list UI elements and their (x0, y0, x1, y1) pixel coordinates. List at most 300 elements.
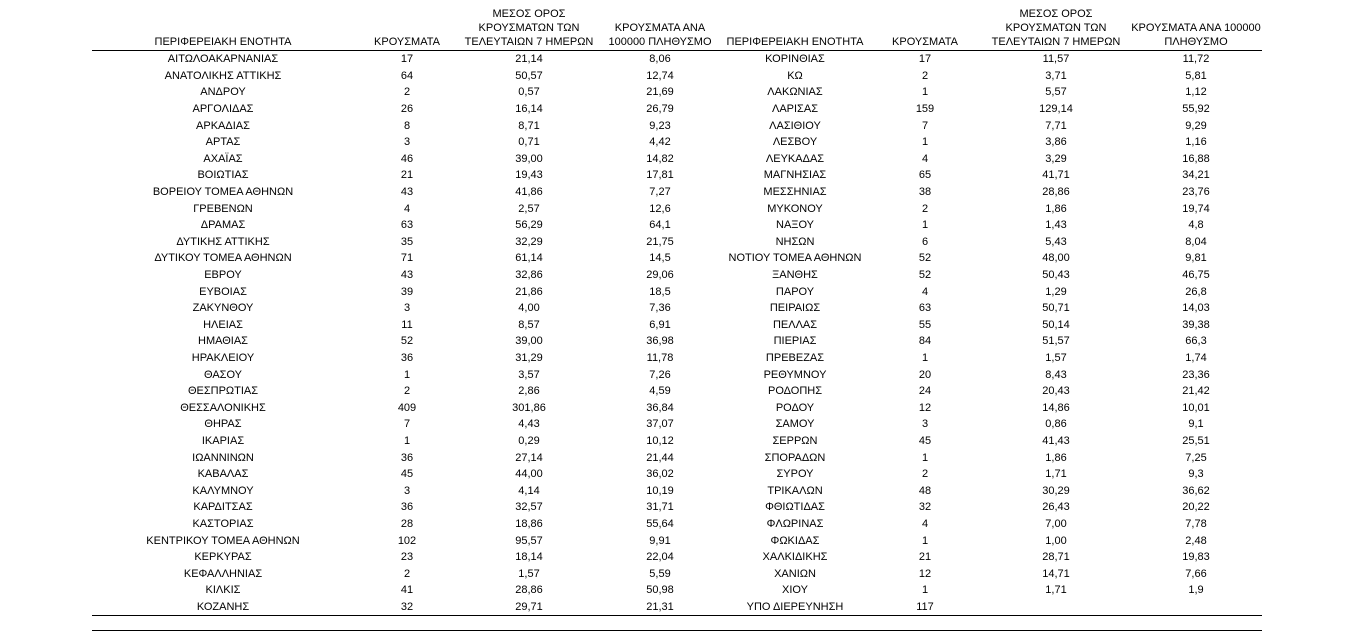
right-per100k-cell: 19,74 (1182, 202, 1210, 215)
left-cases-cell: 32 (354, 599, 460, 616)
left-region-cell: ΒΟΙΩΤΙΑΣ (197, 169, 249, 182)
right-region-cell: ΚΩ (787, 69, 803, 82)
header-avg7: ΜΕΣΟΣ ΟΡΟΣ ΚΡΟΥΣΜΑΤΩΝ ΤΩΝ ΤΕΛΕΥΤΑΙΩΝ 7 ΗΜΕΡΩΝ (460, 0, 598, 51)
right-region-cell: ΡΕΘΥΜΝΟΥ (763, 368, 827, 381)
left-region-cell: ΚΟΖΑΝΗΣ (92, 599, 354, 616)
right-per100k-cell: 55,92 (1182, 103, 1210, 116)
right-per100k-cell: 4,8 (1188, 219, 1204, 232)
left-cases-cell: 63 (400, 219, 414, 232)
right-cases-cell: 1 (921, 451, 929, 464)
right-region-cell: ΠΕΛΛΑΣ (772, 318, 818, 331)
right-region-cell: ΥΠΟ ΔΙΕΡΕΥΝΗΣΗ (722, 599, 868, 616)
right-per100k-cell: 9,1 (1188, 418, 1204, 431)
left-per100k-cell: 36,02 (646, 468, 674, 481)
right-avg7-cell: 41,71 (1042, 169, 1070, 182)
left-avg7-cell: 3,57 (518, 368, 540, 381)
table-row (92, 68, 1262, 85)
left-avg7-cell: 50,57 (515, 69, 543, 82)
right-region-cell: ΝΟΤΙΟΥ ΤΟΜΕΑ ΑΘΗΝΩΝ (728, 252, 862, 265)
right-per100k-cell: 14,03 (1182, 302, 1210, 315)
left-cases-cell: 23 (400, 551, 414, 564)
document-page (92, 0, 1262, 616)
left-region-cell: ΙΩΑΝΝΙΝΩΝ (192, 451, 254, 464)
left-avg7-cell: 32,57 (515, 501, 543, 514)
right-avg7-cell: 14,86 (1042, 401, 1070, 414)
right-avg7-cell: 50,14 (1042, 318, 1070, 331)
left-region-cell: ΑΡΓΟΛΙΔΑΣ (192, 103, 254, 116)
left-per100k-cell: 55,64 (646, 517, 674, 530)
left-avg7-cell: 2,86 (518, 385, 540, 398)
right-region-cell: ΣΠΟΡΑΔΩΝ (764, 451, 826, 464)
table-row (92, 433, 1262, 450)
left-cases-cell: 36 (400, 501, 414, 514)
right-avg7-cell: 26,43 (1042, 501, 1070, 514)
left-avg7-cell: 0,29 (518, 434, 540, 447)
table-row (92, 167, 1262, 184)
right-region-cell: ΚΟΡΙΝΘΙΑΣ (765, 53, 825, 66)
right-per100k-cell: 11,72 (1182, 53, 1210, 66)
table-row (92, 250, 1262, 267)
right-cases-cell: 52 (918, 252, 932, 265)
left-cases-cell: 45 (400, 468, 414, 481)
left-avg7-cell: 8,57 (518, 318, 540, 331)
right-cases-cell: 55 (918, 318, 932, 331)
table-row (92, 366, 1262, 383)
left-avg7-cell: 44,00 (515, 468, 543, 481)
right-avg7-cell: 7,00 (1045, 517, 1067, 530)
right-avg7-cell: 28,86 (1042, 186, 1070, 199)
right-region-cell: ΦΘΙΩΤΙΔΑΣ (765, 501, 825, 514)
right-region-cell: ΣΥΡΟΥ (776, 468, 814, 481)
left-region-cell: ΓΡΕΒΕΝΩΝ (193, 202, 253, 215)
right-cases-cell: 117 (868, 599, 982, 616)
left-avg7-cell: 31,29 (515, 351, 543, 364)
left-per100k-cell: 50,98 (646, 584, 674, 597)
left-per100k-cell: 21,44 (646, 451, 674, 464)
right-cases-cell: 2 (921, 468, 929, 481)
right-region-cell: ΦΛΩΡΙΝΑΣ (766, 517, 824, 530)
left-region-cell: ΗΛΕΙΑΣ (203, 318, 243, 331)
left-avg7-cell: 32,86 (515, 269, 543, 282)
right-per100k-cell: 2,48 (1185, 534, 1207, 547)
left-region-cell: ΗΡΑΚΛΕΙΟΥ (191, 351, 255, 364)
right-cases-cell: 4 (921, 152, 929, 165)
left-per100k-cell: 10,19 (646, 484, 674, 497)
left-avg7-cell: 4,14 (518, 484, 540, 497)
left-per100k-cell: 11,78 (646, 351, 674, 364)
right-avg7-cell: 1,71 (1045, 584, 1067, 597)
left-cases-cell: 41 (400, 584, 414, 597)
left-cases-cell: 43 (400, 186, 414, 199)
right-cases-cell: 6 (921, 235, 929, 248)
right-per100k-cell: 10,01 (1182, 401, 1210, 414)
left-cases-cell: 52 (400, 335, 414, 348)
left-region-cell: ΚΕΡΚΥΡΑΣ (194, 551, 252, 564)
table-row (92, 317, 1262, 334)
left-region-cell: ΑΙΤΩΛΟΑΚΑΡΝΑΝΙΑΣ (167, 53, 279, 66)
left-per100k-cell: 12,74 (646, 69, 674, 82)
left-per100k-cell: 4,59 (649, 385, 671, 398)
table-row (92, 234, 1262, 251)
left-avg7-cell: 39,00 (515, 335, 543, 348)
left-avg7-cell: 4,43 (518, 418, 540, 431)
right-cases-cell: 12 (918, 401, 932, 414)
left-avg7-cell: 21,86 (515, 285, 543, 298)
table-body (92, 51, 1262, 616)
right-avg7-cell: 5,43 (1045, 235, 1067, 248)
right-region-cell: ΧΙΟΥ (782, 584, 808, 597)
left-avg7-cell: 301,86 (512, 401, 546, 414)
right-per100k-cell: 46,75 (1182, 269, 1210, 282)
left-avg7-cell: 32,29 (515, 235, 543, 248)
left-cases-cell: 36 (400, 451, 414, 464)
right-avg7-cell: 1,29 (1045, 285, 1067, 298)
left-cases-cell: 1 (403, 368, 411, 381)
left-avg7-cell: 61,14 (515, 252, 543, 265)
left-cases-cell: 46 (400, 152, 414, 165)
right-avg7-cell: 0,86 (1045, 418, 1067, 431)
table-row (92, 283, 1262, 300)
table-row (92, 499, 1262, 516)
right-avg7-cell: 50,43 (1042, 269, 1070, 282)
right-cases-cell: 2 (921, 69, 929, 82)
table-row (92, 549, 1262, 566)
left-cases-cell: 3 (403, 136, 411, 149)
right-region-cell: ΠΡΕΒΕΖΑΣ (765, 351, 825, 364)
table-row (92, 449, 1262, 466)
left-per100k-cell: 9,91 (649, 534, 671, 547)
left-cases-cell: 409 (397, 401, 417, 414)
right-cases-cell: 1 (921, 584, 929, 597)
right-avg7-cell: 1,57 (1045, 351, 1067, 364)
right-region-cell: ΣΑΜΟΥ (775, 418, 815, 431)
right-cases-cell: 1 (921, 86, 929, 99)
left-per100k-cell: 10,12 (646, 434, 674, 447)
header-region: ΠΕΡΙΦΕΡΕΙΑΚΗ ΕΝΟΤΗΤΑ (92, 0, 354, 51)
left-avg7-cell: 4,00 (518, 302, 540, 315)
left-cases-cell: 1 (403, 434, 411, 447)
header-avg7-2: ΜΕΣΟΣ ΟΡΟΣ ΚΡΟΥΣΜΑΤΩΝ ΤΩΝ ΤΕΛΕΥΤΑΙΩΝ 7 ΗΜΕΡΩΝ (982, 0, 1130, 51)
left-per100k-cell: 36,84 (646, 401, 674, 414)
right-cases-cell: 1 (921, 534, 929, 547)
left-region-cell: ΖΑΚΥΝΘΟΥ (192, 302, 254, 315)
left-cases-cell: 64 (400, 69, 414, 82)
table-row (92, 267, 1262, 284)
right-region-cell: ΜΕΣΣΗΝΙΑΣ (763, 186, 827, 199)
left-per100k-cell: 7,27 (649, 186, 671, 199)
right-region-cell: ΛΑΚΩΝΙΑΣ (767, 86, 823, 99)
table-row (92, 416, 1262, 433)
right-region-cell: ΡΟΔΟΥ (775, 401, 815, 414)
left-per100k-cell: 29,06 (646, 269, 674, 282)
left-region-cell: ΚΑΛΥΜΝΟΥ (192, 484, 254, 497)
right-cases-cell: 4 (921, 285, 929, 298)
left-region-cell: ΗΜΑΘΙΑΣ (198, 335, 248, 348)
left-region-cell: ΒΟΡΕΙΟΥ ΤΟΜΕΑ ΑΘΗΝΩΝ (152, 186, 294, 199)
right-avg7-cell: 3,86 (1045, 136, 1067, 149)
right-cases-cell: 3 (921, 418, 929, 431)
table-row (92, 350, 1262, 367)
right-region-cell: ΞΑΝΘΗΣ (772, 269, 818, 282)
left-avg7-cell: 29,71 (460, 599, 598, 616)
left-cases-cell: 3 (403, 484, 411, 497)
left-region-cell: ΔΥΤΙΚΟΥ ΤΟΜΕΑ ΑΘΗΝΩΝ (154, 252, 292, 265)
right-per100k-cell: 8,04 (1185, 235, 1207, 248)
right-avg7-cell: 1,86 (1045, 451, 1067, 464)
right-region-cell: ΠΕΙΡΑΙΩΣ (769, 302, 821, 315)
table-row (92, 532, 1262, 549)
header-cases: ΚΡΟΥΣΜΑΤΑ (354, 0, 460, 51)
left-cases-cell: 28 (400, 517, 414, 530)
right-region-cell: ΠΑΡΟΥ (775, 285, 815, 298)
right-cases-cell: 48 (918, 484, 932, 497)
right-region-cell: ΝΗΣΩΝ (775, 235, 815, 248)
right-region-cell: ΦΩΚΙΔΑΣ (770, 534, 820, 547)
table-row (92, 482, 1262, 499)
table-row (92, 151, 1262, 168)
right-avg7-cell: 14,71 (1042, 567, 1070, 580)
left-region-cell: ΚΑΡΔΙΤΣΑΣ (193, 501, 253, 514)
header-region-2: ΠΕΡΙΦΕΡΕΙΑΚΗ ΕΝΟΤΗΤΑ (722, 0, 868, 51)
right-region-cell: ΧΑΛΚΙΔΙΚΗΣ (762, 551, 828, 564)
right-per100k-cell: 23,76 (1182, 186, 1210, 199)
right-per100k-cell: 1,16 (1185, 136, 1207, 149)
right-per100k-cell: 19,83 (1182, 551, 1210, 564)
left-cases-cell: 11 (401, 318, 413, 331)
left-per100k-cell: 7,36 (649, 302, 671, 315)
left-region-cell: ΚΕΝΤΡΙΚΟΥ ΤΟΜΕΑ ΑΘΗΝΩΝ (146, 534, 300, 547)
right-per100k-cell: 9,3 (1188, 468, 1204, 481)
left-avg7-cell: 16,14 (515, 103, 543, 116)
right-cases-cell: 159 (915, 103, 935, 116)
left-region-cell: ΚΕΦΑΛΛΗΝΙΑΣ (183, 567, 263, 580)
left-avg7-cell: 28,86 (515, 584, 543, 597)
left-avg7-cell: 56,29 (515, 219, 543, 232)
right-avg7-cell: 1,43 (1045, 219, 1067, 232)
right-per100k-cell: 34,21 (1182, 169, 1210, 182)
right-cases-cell: 38 (918, 186, 932, 199)
right-per100k-cell: 1,9 (1188, 584, 1204, 597)
right-cases-cell: 45 (918, 434, 932, 447)
right-cases-cell: 32 (918, 501, 932, 514)
left-cases-cell: 43 (400, 269, 414, 282)
left-per100k-cell: 17,81 (646, 169, 674, 182)
right-avg7-cell: 11,57 (1042, 53, 1070, 66)
left-avg7-cell: 39,00 (515, 152, 543, 165)
right-cases-cell: 1 (921, 351, 929, 364)
right-per100k-cell: 1,12 (1185, 86, 1207, 99)
right-cases-cell: 63 (918, 302, 932, 315)
right-avg7-cell: 129,14 (1039, 103, 1073, 116)
left-per100k-cell: 64,1 (649, 219, 671, 232)
left-per100k-cell: 21,69 (646, 86, 674, 99)
table-row (92, 217, 1262, 234)
left-per100k-cell: 22,04 (646, 551, 674, 564)
left-avg7-cell: 27,14 (515, 451, 543, 464)
right-per100k-cell: 39,38 (1182, 318, 1210, 331)
right-region-cell: ΛΑΡΙΣΑΣ (771, 103, 818, 116)
right-cases-cell: 12 (918, 567, 932, 580)
left-region-cell: ΔΥΤΙΚΗΣ ΑΤΤΙΚΗΣ (176, 235, 270, 248)
table-row (92, 200, 1262, 217)
table-row (92, 466, 1262, 483)
right-avg7-cell: 41,43 (1042, 434, 1070, 447)
left-per100k-cell: 14,82 (646, 152, 674, 165)
table-row (92, 399, 1262, 416)
right-avg7-cell: 30,29 (1042, 484, 1070, 497)
table-row (92, 599, 1262, 616)
right-cases-cell: 21 (918, 551, 932, 564)
right-region-cell: ΠΙΕΡΙΑΣ (773, 335, 817, 348)
left-region-cell: ΑΡΚΑΔΙΑΣ (196, 119, 250, 132)
left-per100k-cell: 6,91 (649, 318, 671, 331)
left-cases-cell: 2 (403, 385, 411, 398)
table-row (92, 300, 1262, 317)
right-cases-cell: 4 (921, 517, 929, 530)
left-region-cell: ΚΑΒΑΛΑΣ (197, 468, 249, 481)
right-region-cell: ΧΑΝΙΩΝ (774, 567, 816, 580)
right-per100k-cell: 26,8 (1185, 285, 1207, 298)
left-cases-cell: 17 (400, 53, 414, 66)
right-region-cell: ΤΡΙΚΑΛΩΝ (767, 484, 823, 497)
right-avg7-cell (982, 599, 1130, 616)
left-per100k-cell: 26,79 (646, 103, 674, 116)
right-cases-cell: 1 (921, 219, 929, 232)
table-row (92, 51, 1262, 68)
right-avg7-cell: 48,00 (1042, 252, 1070, 265)
left-region-cell: ΑΧΑΪΑΣ (203, 152, 243, 165)
left-cases-cell: 36 (400, 351, 414, 364)
left-per100k-cell: 37,07 (646, 418, 674, 431)
table-row (92, 565, 1262, 582)
left-cases-cell: 2 (403, 86, 411, 99)
table-row (92, 184, 1262, 201)
right-region-cell: ΛΕΣΒΟΥ (772, 136, 818, 149)
table-row (92, 383, 1262, 400)
table-row (92, 101, 1262, 118)
right-cases-cell: 24 (918, 385, 932, 398)
left-avg7-cell: 8,71 (518, 119, 540, 132)
right-avg7-cell: 28,71 (1042, 551, 1070, 564)
left-avg7-cell: 18,86 (515, 517, 543, 530)
left-region-cell: ΔΡΑΜΑΣ (200, 219, 246, 232)
left-cases-cell: 21 (400, 169, 414, 182)
left-per100k-cell: 31,71 (646, 501, 674, 514)
left-avg7-cell: 41,86 (515, 186, 543, 199)
header-cases-2: ΚΡΟΥΣΜΑΤΑ (868, 0, 982, 51)
left-cases-cell: 102 (397, 534, 417, 547)
left-per100k-cell: 18,5 (649, 285, 671, 298)
table-row (92, 582, 1262, 599)
left-per100k-cell: 8,06 (649, 53, 671, 66)
header-per100k: ΚΡΟΥΣΜΑΤΑ ΑΝΑ 100000 ΠΛΗΘΥΣΜΟ (598, 0, 722, 51)
table-row (92, 333, 1262, 350)
right-region-cell: ΡΟΔΟΠΗΣ (767, 385, 823, 398)
right-avg7-cell: 1,00 (1045, 534, 1067, 547)
left-region-cell: ΙΚΑΡΙΑΣ (201, 434, 245, 447)
table-header-row (92, 0, 1262, 51)
left-per100k-cell: 5,59 (649, 567, 671, 580)
left-cases-cell: 71 (400, 252, 414, 265)
right-per100k-cell: 25,51 (1182, 434, 1210, 447)
left-region-cell: ΘΑΣΟΥ (203, 368, 243, 381)
left-cases-cell: 26 (400, 103, 414, 116)
left-cases-cell: 8 (403, 119, 411, 132)
left-per100k-cell: 21,75 (646, 235, 674, 248)
left-cases-cell: 7 (403, 418, 411, 431)
right-cases-cell: 20 (918, 368, 932, 381)
left-avg7-cell: 18,14 (515, 551, 543, 564)
right-avg7-cell: 7,71 (1045, 119, 1067, 132)
regional-cases-table (92, 0, 1262, 616)
right-per100k-cell: 5,81 (1185, 69, 1207, 82)
table-row (92, 516, 1262, 533)
left-avg7-cell: 21,14 (515, 53, 543, 66)
left-region-cell: ΘΕΣΣΑΛΟΝΙΚΗΣ (180, 401, 266, 414)
left-cases-cell: 3 (403, 302, 411, 315)
left-region-cell: ΚΙΛΚΙΣ (205, 584, 241, 597)
right-region-cell: ΝΑΞΟΥ (776, 219, 814, 232)
left-cases-cell: 4 (403, 202, 411, 215)
left-per100k-cell: 4,42 (649, 136, 671, 149)
right-per100k-cell: 23,36 (1182, 368, 1210, 381)
table-row (92, 117, 1262, 134)
left-region-cell: ΚΑΣΤΟΡΙΑΣ (192, 517, 254, 530)
left-region-cell: ΘΗΡΑΣ (204, 418, 242, 431)
left-avg7-cell: 2,57 (518, 202, 540, 215)
left-avg7-cell: 19,43 (515, 169, 543, 182)
right-cases-cell: 2 (921, 202, 929, 215)
right-avg7-cell: 51,57 (1042, 335, 1070, 348)
table-row (92, 134, 1262, 151)
right-avg7-cell: 3,71 (1045, 69, 1067, 82)
left-cases-cell: 39 (400, 285, 414, 298)
left-region-cell: ΘΕΣΠΡΩΤΙΑΣ (187, 385, 259, 398)
right-avg7-cell: 20,43 (1042, 385, 1070, 398)
right-per100k-cell: 66,3 (1185, 335, 1207, 348)
left-avg7-cell: 95,57 (515, 534, 543, 547)
left-avg7-cell: 0,71 (518, 136, 540, 149)
right-per100k-cell: 9,29 (1185, 119, 1207, 132)
left-per100k-cell: 12,6 (649, 202, 671, 215)
right-avg7-cell: 1,86 (1045, 202, 1067, 215)
right-cases-cell: 17 (918, 53, 932, 66)
right-per100k-cell: 7,78 (1185, 517, 1207, 530)
right-avg7-cell: 5,57 (1045, 86, 1067, 99)
right-avg7-cell: 3,29 (1045, 152, 1067, 165)
right-per100k-cell: 21,42 (1182, 385, 1210, 398)
header-per100k-2: ΚΡΟΥΣΜΑΤΑ ΑΝΑ 100000 ΠΛΗΘΥΣΜΟ (1130, 0, 1262, 51)
left-per100k-cell: 7,26 (649, 368, 671, 381)
bottom-rule (92, 630, 1262, 631)
right-region-cell: ΜΥΚΟΝΟΥ (767, 202, 823, 215)
table-row (92, 84, 1262, 101)
left-region-cell: ΕΥΒΟΙΑΣ (199, 285, 247, 298)
left-avg7-cell: 0,57 (518, 86, 540, 99)
right-region-cell: ΛΑΣΙΘΙΟΥ (769, 119, 821, 132)
right-region-cell: ΛΕΥΚΑΔΑΣ (765, 152, 825, 165)
right-per100k-cell: 36,62 (1182, 484, 1210, 497)
right-per100k-cell: 7,25 (1185, 451, 1207, 464)
right-cases-cell: 65 (918, 169, 932, 182)
left-region-cell: ΑΡΤΑΣ (205, 136, 241, 149)
right-avg7-cell: 50,71 (1042, 302, 1070, 315)
left-per100k-cell: 9,23 (649, 119, 671, 132)
left-avg7-cell: 1,57 (518, 567, 540, 580)
right-per100k-cell: 16,88 (1182, 152, 1210, 165)
right-cases-cell: 84 (918, 335, 932, 348)
right-avg7-cell: 8,43 (1045, 368, 1067, 381)
